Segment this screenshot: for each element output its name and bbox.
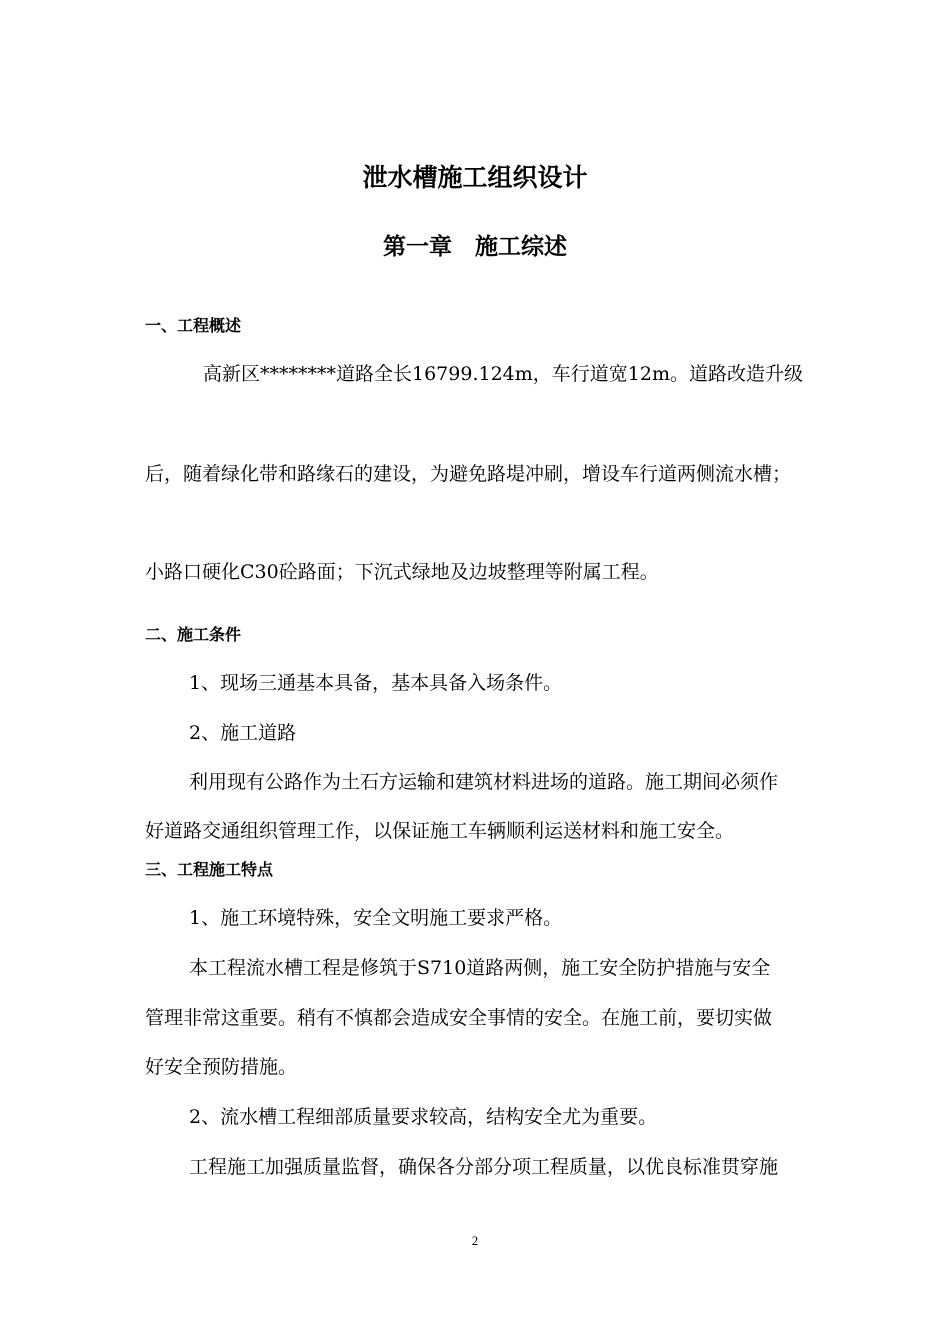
paragraph-line: 后，随着绿化带和路缘石的建设，为避免路堤冲刷，增设车行道两侧流水槽； <box>145 463 792 485</box>
section-heading-conditions: 二、施工条件 <box>145 625 242 644</box>
chapter-title: 第一章 施工综述 <box>383 234 567 260</box>
document-title: 泄水槽施工组织设计 <box>362 163 588 192</box>
paragraph-line: 本工程流水槽工程是修筑于S710道路两侧，施工安全防护措施与安全 <box>189 957 771 979</box>
paragraph-line: 2、流水槽工程细部质量要求较高，结构安全尤为重要。 <box>189 1106 658 1128</box>
paragraph-line: 好安全预防措施。 <box>145 1056 298 1078</box>
paragraph-line: 小路口硬化C30砼路面；下沉式绿地及边坡整理等附属工程。 <box>145 561 659 583</box>
page-number: 2 <box>471 1233 479 1248</box>
paragraph-line: 1、现场三通基本具备，基本具备入场条件。 <box>189 672 563 694</box>
paragraph-line: 利用现有公路作为土石方运输和建筑材料进场的道路。施工期间必须作 <box>189 771 779 793</box>
section-heading-overview: 一、工程概述 <box>145 316 242 335</box>
paragraph-line: 好道路交通组织管理工作，以保证施工车辆顺利运送材料和施工安全。 <box>145 820 735 842</box>
paragraph-line: 工程施工加强质量监督，确保各分部分项工程质量，以优良标准贯穿施 <box>189 1156 779 1178</box>
paragraph-line: 管理非常这重要。稍有不慎都会造成安全事情的安全。在施工前，要切实做 <box>145 1007 773 1029</box>
section-heading-features: 三、工程施工特点 <box>145 860 274 879</box>
paragraph-line: 1、施工环境特殊，安全文明施工要求严格。 <box>189 907 563 929</box>
paragraph-line: 2、施工道路 <box>189 722 297 744</box>
paragraph-line: 高新区********道路全长16799.124m，车行道宽12m。道路改造升级 <box>203 363 803 385</box>
